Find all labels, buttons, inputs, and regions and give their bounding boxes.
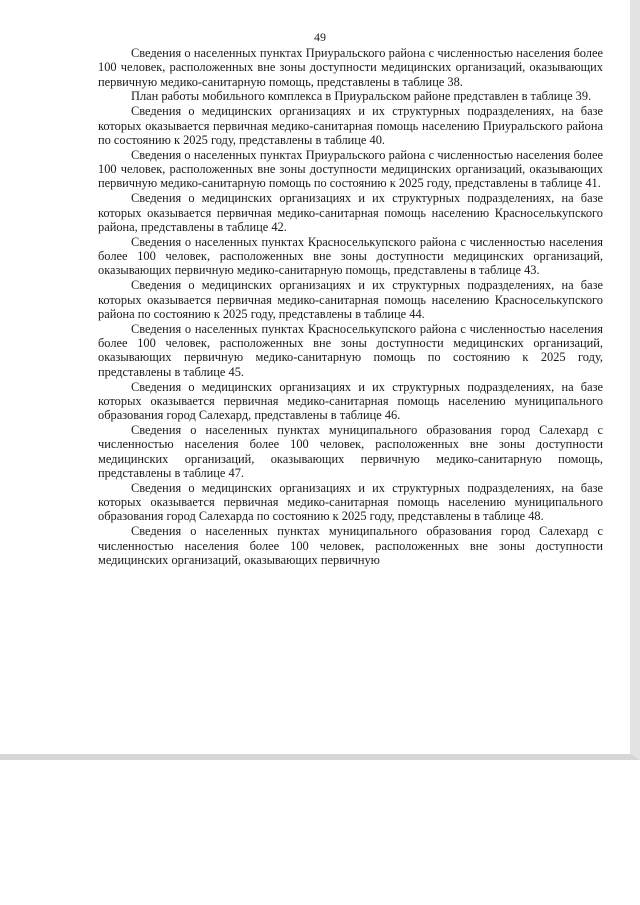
paragraph: Сведения о населенных пунктах Приуральского района с численностью населения более 100 человек, расположенных вне зоны доступности медицинских организаций, оказывающих первичную медико-санитарную помощь по состоянию к 2025 году, представлены в таблице 41. [98, 147, 603, 191]
paragraph: Сведения о населенных пунктах муниципального образования город Салехард с численностью населения более 100 человек, расположенных вне зоны доступности медицинских организаций, оказывающих первичную [98, 524, 603, 567]
paragraph: Сведения о медицинских организациях и их структурных подразделениях, на базе которых оказывается первичная медико-санитарная помощь населению муниципального образования город Салехарда по состоянию к 2025 году, представлены в таблице 48. [98, 480, 603, 524]
paragraph: Сведения о медицинских организациях и их структурных подразделениях, на базе которых оказывается первичная медико-санитарная помощь населению Приуральского района по состоянию к 2025 году, представлены в таблице 40. [98, 104, 603, 147]
paragraph: План работы мобильного комплекса в Приуральском районе представлен в таблице 39. [131, 89, 592, 104]
paragraph: Сведения о медицинских организациях и их структурных подразделениях, на базе которых оказывается первичная медико-санитарная помощь населению Красноселькупского района по состоянию к 2025 году, представлены в таблице 44. [98, 278, 603, 321]
paragraph: Сведения о медицинских организациях и их структурных подразделениях, на базе которых оказывается первичная медико-санитарная помощь населению Красноселькупского района, представлены в таблице 42. [98, 191, 603, 234]
paragraph: Сведения о населенных пунктах муниципального образования город Салехард с численностью населения более 100 человек, расположенных вне зоны доступности медицинских организаций, оказывающих первичную медико-санитарную помощь, представлены в таблице 47. [98, 423, 603, 480]
paragraph: Сведения о населенных пунктах Приуральского района с численностью населения более 100 человек, расположенных вне зоны доступности медицинских организаций, оказывающих первичную медико-санитарную помощь, представлены в таблице 38. [98, 46, 603, 89]
document-body [98, 46, 603, 568]
paragraph: Сведения о медицинских организациях и их структурных подразделениях, на базе которых оказывается первичная медико-санитарная помощь населению муниципального образования город Салехард, представлены в таблице 46. [98, 379, 603, 423]
paragraph: Сведения о населенных пунктах Красноселькупского района с численностью населения более 100 человек, расположенных вне зоны доступности медицинских организаций, оказывающих первичную медико-санитарную помощь, представлены в таблице 43. [98, 234, 603, 278]
page-number: 49 [314, 30, 326, 44]
paragraph: Сведения о населенных пунктах Красноселькупского района с численностью населения более 100 человек, расположенных вне зоны доступности медицинских организаций, оказывающих первичную медико-санитарную помощь по состоянию к 2025 году, представлены в таблице 45. [98, 321, 603, 379]
